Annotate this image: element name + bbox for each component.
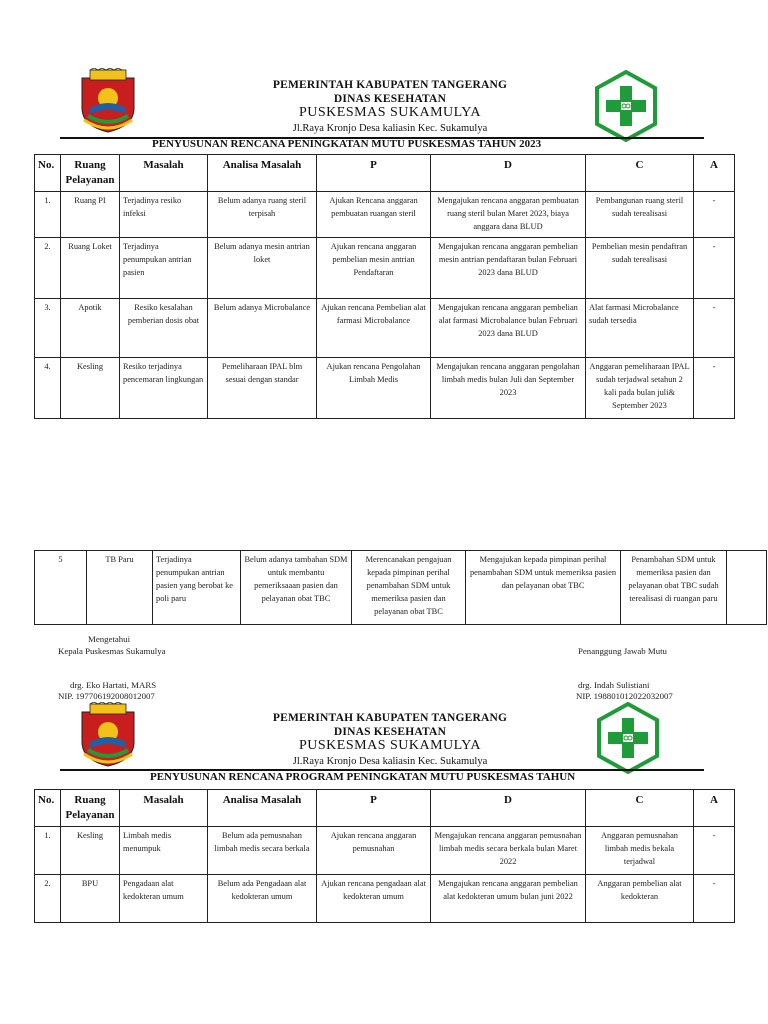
cell-c: Anggaran pemusnahan limbah medis bekala terjadwal <box>586 827 694 875</box>
cell-masalah: Terjadinya resiko infeksi <box>120 192 208 238</box>
sig-left-nip: NIP. 197706192008012007 <box>58 691 155 701</box>
cell-c: Anggaran pemeliharaan IPAL sudah terjadwal setahun 2 kali pada bulan juli& September 2023 <box>586 358 694 419</box>
address-2: Jl.Raya Kronjo Desa kaliasin Kec. Sukamulya <box>292 756 488 767</box>
table-row <box>35 238 735 299</box>
dept-name: DINAS KESEHATAN <box>333 93 447 105</box>
cell-masalah: Pengadaan alat kedokteran umum <box>120 875 208 923</box>
cell-a: - <box>694 238 735 299</box>
section2-title: PENYUSUNAN RENCANA PROGRAM PENINGKATAN MUTU PUSKESMAS TAHUN <box>150 771 576 783</box>
col-header-c: C <box>586 790 694 827</box>
cell-d: Mengajukan rencana anggaran pengolahan limbah medis bulan Juli dan September 2023 <box>431 358 586 419</box>
table-row <box>35 358 735 419</box>
tangerang-crest-icon <box>76 702 140 768</box>
program-table <box>34 789 735 923</box>
tangerang-crest-icon <box>76 68 140 134</box>
org-name: PUSKESMAS SUKAMULYA <box>299 105 481 120</box>
cell-masalah: Limbah medis menumpuk <box>120 827 208 875</box>
col-header-p: P <box>317 790 431 827</box>
col-header-p: P <box>317 155 431 192</box>
cell-c: Pembelian mesin pendaftran sudah terealisasi <box>586 238 694 299</box>
col-header-c: C <box>586 155 694 192</box>
col-header-analisa: Analisa Masalah <box>208 155 317 192</box>
cell-no: 2. <box>35 875 61 923</box>
address: Jl.Raya Kronjo Desa kaliasin Kec. Sukamulya <box>292 123 488 134</box>
cell-p: Ajukan Rencana anggaran pembuatan ruangan steril <box>317 192 431 238</box>
sig-right-name: drg. Indah Sulistiani <box>578 680 650 690</box>
table-row <box>35 551 767 625</box>
cell-d: Mengajukan rencana anggaran pembelian alat farmasi Microbalance bulan Februari 2023 dana BLUD <box>431 299 586 358</box>
cell-a: - <box>694 299 735 358</box>
cell-a: - <box>694 875 735 923</box>
cell-masalah: Terjadinya penumpukan antrian pasien yang berobat ke poli paru <box>153 551 241 625</box>
cell-masalah: Resiko terjadinya pencemaran lingkungan <box>120 358 208 419</box>
gov-name: PEMERINTAH KABUPATEN TANGERANG <box>272 79 508 91</box>
cell-no: 5 <box>35 551 87 625</box>
cell-analisa: Belum ada Pengadaan alat kedokteran umum <box>208 875 317 923</box>
cell-analisa: Belum adanya ruang steril terpisah <box>208 192 317 238</box>
col-header-ruang: Ruang Pelayanan <box>61 155 120 192</box>
org-name-2: PUSKESMAS SUKAMULYA <box>299 738 481 753</box>
col-header-d: D <box>431 790 586 827</box>
cell-analisa: Pemeliharaan IPAL blm sesuai dengan standar <box>208 358 317 419</box>
cell-no: 3. <box>35 299 61 358</box>
cell-no: 1. <box>35 192 61 238</box>
cell-p: Merencanakan pengajuan kepada pimpinan perihal penambahan SDM untuk memeriksa pasien dan pelayanan obat TBC <box>352 551 466 625</box>
cell-d: Mengajukan kepada pimpinan perihal penambahan SDM untuk memeriksa pasien dan pelayanan obat TBC <box>466 551 621 625</box>
col-header-no: No. <box>35 790 61 827</box>
sig-left-caption2: Kepala Puskesmas Sukamulya <box>58 646 166 656</box>
cell-analisa: Belum ada pemusnahan limbah medis secara berkala <box>208 827 317 875</box>
sig-left-caption1: Mengetahui <box>88 634 131 644</box>
cell-no: 4. <box>35 358 61 419</box>
cell-ruang: BPU <box>61 875 120 923</box>
cell-d: Mengajukan rencana anggaran pembuatan ruang steril bulan Maret 2023, biaya anggara dana BLUD <box>431 192 586 238</box>
table-header-row <box>35 155 735 192</box>
cell-ruang: Kesling <box>61 827 120 875</box>
cell-analisa: Belum adanya mesin antrian loket <box>208 238 317 299</box>
cell-no: 2. <box>35 238 61 299</box>
sig-right-nip: NIP. 198801012022032007 <box>576 691 673 701</box>
plan-table-2023 <box>34 154 735 419</box>
cell-d: Mengajukan rencana anggaran pembelian mesin antrian pendaftaran bulan Februari 2023 dana BLUD <box>431 238 586 299</box>
cell-a: - <box>694 827 735 875</box>
table-row <box>35 299 735 358</box>
cell-ruang: Apotik <box>61 299 120 358</box>
cell-analisa: Belum adanya Microbalance <box>208 299 317 358</box>
cell-ruang: Kesling <box>61 358 120 419</box>
sig-right-caption: Penanggung Jawab Mutu <box>578 646 667 656</box>
col-header-a: A <box>694 790 735 827</box>
cell-a: - <box>694 358 735 419</box>
dept-name-2: DINAS KESEHATAN <box>333 726 447 738</box>
col-header-a: A <box>694 155 735 192</box>
col-header-analisa: Analisa Masalah <box>208 790 317 827</box>
table-row <box>35 827 735 875</box>
puskesmas-logo-icon <box>594 70 658 142</box>
table-row <box>35 192 735 238</box>
cell-masalah: Terjadinya penumpukan antrian pasien <box>120 238 208 299</box>
sig-left-name: drg. Eko Hartati, MARS <box>70 680 157 690</box>
cell-ruang: Ruang PI <box>61 192 120 238</box>
cell-p: Ajukan rencana anggaran pembelian mesin antrian Pendaftaran <box>317 238 431 299</box>
puskesmas-logo-icon <box>596 702 660 774</box>
col-header-d: D <box>431 155 586 192</box>
cell-no: 1. <box>35 827 61 875</box>
cell-masalah: Resiko kesalahan pemberian dosis obat <box>120 299 208 358</box>
cell-analisa: Belum adanya tambahan SDM untuk membantu pemeriksaaan pasien dan pelayanan obat TBC <box>241 551 352 625</box>
col-header-ruang: Ruang Pelayanan <box>61 790 120 827</box>
cell-d: Mengajukan rencana anggaran pemusnahan limbah medis secara berkala bulan Maret 2022 <box>431 827 586 875</box>
cell-ruang: Ruang Loket <box>61 238 120 299</box>
table-header-row <box>35 790 735 827</box>
col-header-masalah: Masalah <box>120 790 208 827</box>
table-row <box>35 875 735 923</box>
cell-p: Ajukan rencana anggaran pemusnahan <box>317 827 431 875</box>
cell-d: Mengajukan rencana anggaran pembelian alat kedokteran umum bulan juni 2022 <box>431 875 586 923</box>
cell-c: Anggaran pembelian alat kedokteran <box>586 875 694 923</box>
cell-c: Alat farmasi Microbalance sudah tersedia <box>586 299 694 358</box>
cell-p: Ajukan rencana Pengolahan Limbah Medis <box>317 358 431 419</box>
gov-name-2: PEMERINTAH KABUPATEN TANGERANG <box>272 712 508 724</box>
cell-a: - <box>694 192 735 238</box>
cell-c: Penambahan SDM untuk memeriksa pasien dan pelayanan obat TBC sudah terealisasi di ruangan paru <box>621 551 727 625</box>
plan-table-2023-continued <box>34 550 767 625</box>
cell-a <box>727 551 767 625</box>
section1-title: PENYUSUNAN RENCANA PENINGKATAN MUTU PUSKESMAS TAHUN 2023 <box>152 138 542 150</box>
cell-c: Pembangunan ruang steril sudah terealisasi <box>586 192 694 238</box>
col-header-no: No. <box>35 155 61 192</box>
cell-p: Ajukan rencana pengadaan alat kedokteran umum <box>317 875 431 923</box>
col-header-masalah: Masalah <box>120 155 208 192</box>
cell-p: Ajukan rencana Pembelian alat farmasi Microbalance <box>317 299 431 358</box>
cell-ruang: TB Paru <box>87 551 153 625</box>
